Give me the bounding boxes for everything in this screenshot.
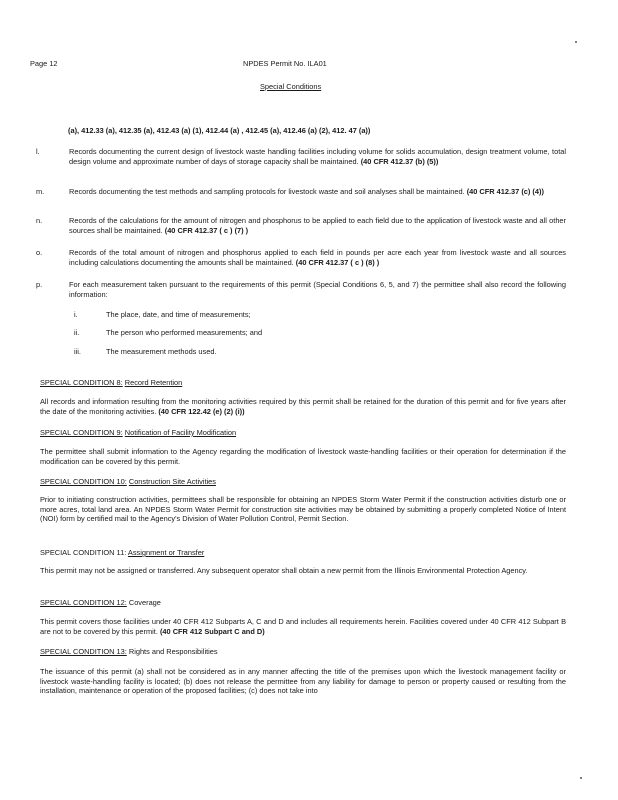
sub-item-label: iii. — [74, 347, 81, 356]
item-text: Records of the calculations for the amount of nitrogen and phosphorus to be applied to each field due to the application of livestock waste and all other sources shall be maintained. (40 CFR 412.37 ( c ) (7) ) — [69, 216, 566, 235]
condition-prefix: SPECIAL CONDITION 11: — [40, 548, 127, 557]
item-text: Records documenting the current design of livestock waste handling facilities including volume for solids accumulation, design treatment volume, total design volume and approximate number of days of storage capacity shall be maintained. (40 CFR 412.37 (b) (5)) — [69, 147, 566, 166]
page-number: Page 12 — [30, 59, 58, 68]
condition-title: Assignment or Transfer — [127, 548, 205, 557]
item-label: l. — [36, 147, 40, 156]
sub-item-text: The measurement methods used. — [106, 347, 217, 356]
sub-item-text: The person who performed measurements; and — [106, 328, 263, 337]
special-condition-12-heading — [40, 598, 161, 608]
item-label: p. — [36, 280, 43, 289]
permit-number: NPDES Permit No. ILA01 — [243, 59, 327, 68]
sub-item-text: The place, date, and time of measurements; — [106, 310, 251, 319]
item-label: n. — [36, 216, 43, 225]
scan-speck — [575, 41, 577, 43]
special-condition-9-body: The permittee shall submit information to the Agency regarding the modification of livestock waste-handling facilities or their operation for determination if the modification can be covered by this permit. — [40, 447, 566, 466]
condition-prefix: SPECIAL CONDITION 8: — [40, 378, 123, 387]
special-condition-11-body: This permit may not be assigned or transferred. Any subsequent operator shall obtain a new permit from the Illinois Environmental Protection Agency. — [40, 566, 528, 575]
condition-prefix: SPECIAL CONDITION 12: — [40, 598, 127, 607]
special-condition-12-body: This permit covers those facilities under 40 CFR 412 Subparts A, C and D and includes all requirements herein. Facilities covered under 40 CFR 412 Subpart B are not to be covered by this permit. (40 CFR 412 Subpart C and D) — [40, 617, 566, 636]
condition-title: Rights and Responsibilities — [128, 647, 218, 656]
condition-title: Notification of Facility Modification — [124, 428, 237, 437]
special-condition-13-heading — [40, 647, 218, 657]
item-text: For each measurement taken pursuant to the requirements of this permit (Special Conditions 6, 5, and 7) the permittee shall also record the following information: — [69, 280, 566, 299]
sub-item-label: i. — [74, 310, 78, 319]
item-label: m. — [36, 187, 45, 196]
scan-speck — [580, 777, 582, 779]
condition-title: Construction Site Activities — [128, 477, 216, 486]
special-condition-9-heading — [40, 428, 236, 438]
special-condition-8-heading — [40, 378, 182, 388]
lead-references: (a), 412.33 (a), 412.35 (a), 412.43 (a) (1), 412.44 (a) , 412.45 (a), 412.46 (a) (2), 412. 47 (a)) — [68, 126, 371, 135]
item-label: o. — [36, 248, 43, 257]
special-condition-11-heading — [40, 548, 204, 558]
special-condition-13-body: The issuance of this permit (a) shall not be considered as in any manner affecting the title of the premises upon which the livestock management facility or livestock waste-handling facility is located; (b) does not release the permittee from any liability for damage to person or property caused or resulting from the installation, maintenance or operation of the proposed facilities; (c) does not take into — [40, 667, 566, 696]
condition-title: Record Retention — [124, 378, 183, 387]
section-title: Special Conditions — [260, 82, 322, 91]
special-condition-8-body: All records and information resulting from the monitoring activities required by this permit shall be retained for the duration of this permit and for five years after the date of the monitoring activities. (40 CFR 122.42 (e) (2) (i)) — [40, 397, 566, 416]
sub-item-label: ii. — [74, 328, 80, 337]
condition-prefix: SPECIAL CONDITION 10: — [40, 477, 127, 486]
special-condition-10-heading — [40, 477, 216, 487]
condition-title: Coverage — [128, 598, 161, 607]
condition-prefix: SPECIAL CONDITION 9: — [40, 428, 123, 437]
item-text: Records of the total amount of nitrogen and phosphorus applied to each field in pounds per acre each year from livestock waste and all sources including calculations documenting the amounts shall be maintained. (40 CFR 412.37 ( c ) (8) ) — [69, 248, 566, 267]
item-text: Records documenting the test methods and sampling protocols for livestock waste and soil analyses shall be maintained. (40 CFR 412.37 (c) (4)) — [69, 187, 544, 196]
condition-prefix: SPECIAL CONDITION 13: — [40, 647, 127, 656]
special-condition-10-body: Prior to initiating construction activities, permittees shall be responsible for obtaining an NPDES Storm Water Permit if the construction activities disturb one or more acres, total land area. An NPDES Storm Water Permit for construction site activities may be obtained by submitting a properly completed Notice of Intent (NOI) form by certified mail to the Agency's Division of Water Pollution Control, Permit Section. — [40, 495, 566, 524]
